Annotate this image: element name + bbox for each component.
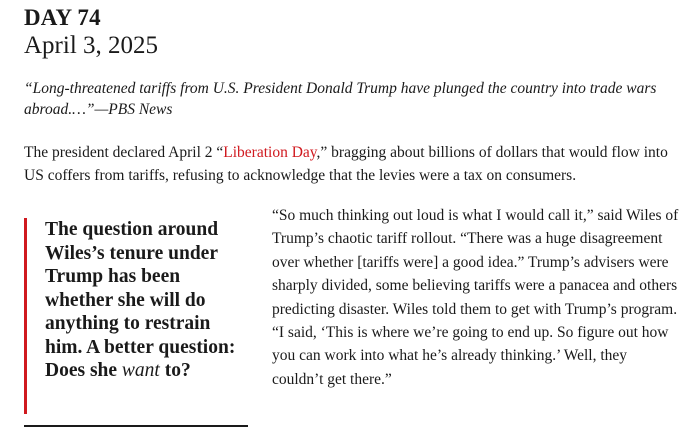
pull-quote-end: to?: [159, 360, 191, 381]
pull-quote-rule: [24, 425, 248, 427]
epigraph-attribution: —PBS News: [94, 101, 173, 118]
lead-text-end: ,” bragging about billions of dollars that would flow into US coffers from tariffs, refusing to acknowledge that the levies were a tax on consumers.: [24, 144, 668, 184]
liberation-day-link[interactable]: Liberation Day: [223, 144, 317, 161]
pull-quote-text: [45, 218, 250, 383]
day-label: DAY 74: [24, 5, 101, 30]
body-paragraph: “So much thinking out loud is what I would call it,” said Wiles of Trump’s chaotic tariff rollout. “There was a huge disagreement over whether [tariffs were] a good idea.” Trump’s advisers were sharply divided, some believing tariffs were a panacea and others predicting disaster. Wiles told them to get with Trump’s program. “I said, ‘This is where we’re going to end up. So figure out how you can work into what he’s already thinking.’ Well, they couldn’t get there.”: [272, 207, 679, 388]
lead-paragraph: [24, 141, 684, 187]
epigraph-text: “Long-threatened tariffs from U.S. President Donald Trump have plunged the country into trade wars abroad.…”: [24, 80, 657, 118]
pull-quote-main: The question around Wiles’s tenure under Trump has been whether she will do anything to restrain him. A better question: Does she: [45, 219, 236, 381]
pull-quote: [24, 218, 248, 414]
lead-text-start: The president declared April 2 “: [24, 144, 224, 161]
pull-quote-emphasis: want: [121, 360, 160, 381]
epigraph-quote: [24, 78, 664, 120]
date-heading: April 3, 2025: [24, 32, 159, 59]
